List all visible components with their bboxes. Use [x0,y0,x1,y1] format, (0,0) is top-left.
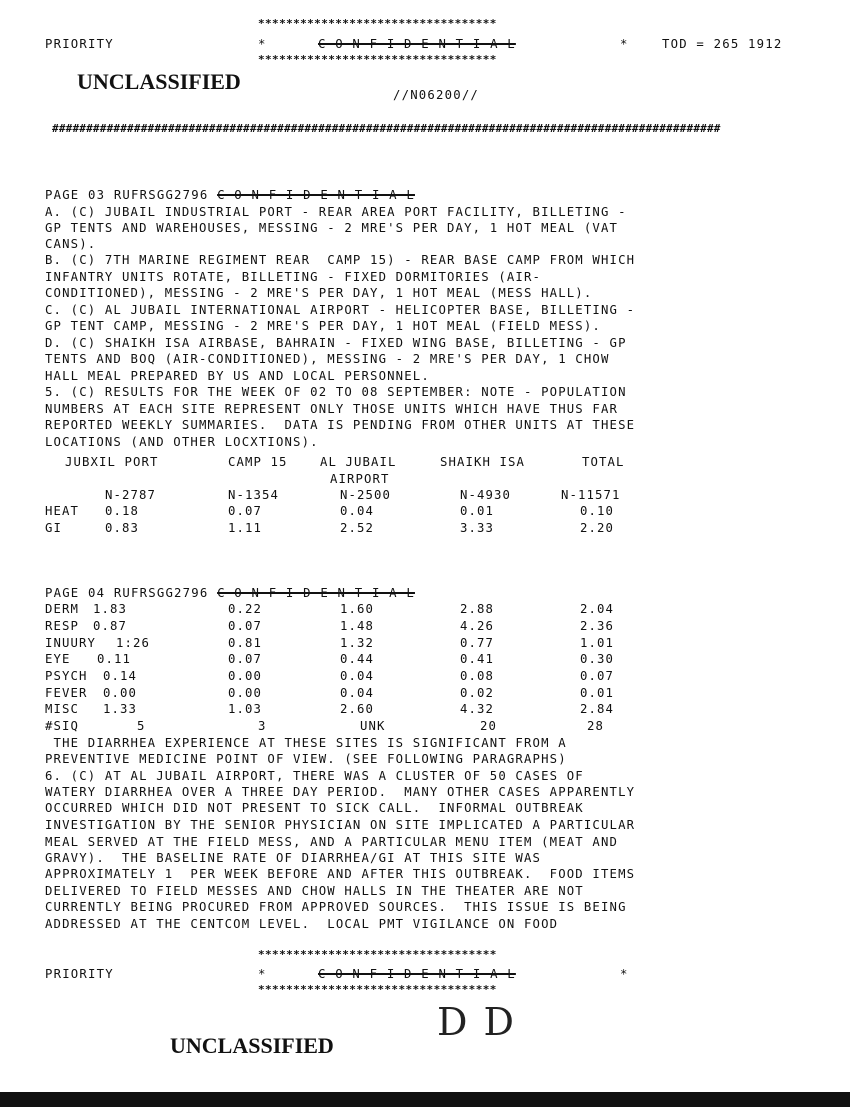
table-cell: 2.84 [580,702,615,716]
body-line: ADDRESSED AT THE CENTCOM LEVEL. LOCAL PMT VIGILANCE ON FOOD [45,917,559,931]
header-stars-bottom: ********************************** [258,53,497,66]
body-line: APPROXIMATELY 1 PER WEEK BEFORE AND AFTER THIS OUTBREAK. FOOD ITEMS [45,867,636,881]
table-cell: 0.30 [580,652,615,666]
table-cell: 0.04 [340,669,375,683]
table-cell: 0.00 [228,669,263,683]
table-cell: 0.22 [228,602,263,616]
population-cell: N-1354 [228,488,280,502]
page-classification: C O N F I D E N T I A L [217,188,415,202]
table-cell: 1.11 [228,521,263,535]
row-label: FEVER [45,686,88,700]
time-of-day: TOD = 265 1912 [662,37,783,51]
table-cell: 4.26 [460,619,495,633]
table-cell: 1.03 [228,702,263,716]
page-header-03 [45,188,415,202]
table-cell: 2.88 [460,602,495,616]
table-cell: 2.20 [580,521,615,535]
footer-class-star-left: * [258,967,267,981]
column-header: TOTAL [582,455,625,469]
body-line: CONDITIONED), MESSING - 2 MRE'S PER DAY, 1 HOT MEAL (MESS HALL). [45,286,593,300]
body-line: NUMBERS AT EACH SITE REPRESENT ONLY THOSE UNITS WHICH HAVE THUS FAR [45,402,619,416]
body-line: HALL MEAL PREPARED BY US AND LOCAL PERSONNEL. [45,369,430,383]
table-cell: 0.00 [228,686,263,700]
body-line: CANS). [45,237,97,251]
table-cell: 0.07 [228,652,263,666]
table-cell: UNK [360,719,386,733]
scan-edge-bar [0,1092,850,1107]
table-cell: 4.32 [460,702,495,716]
table-cell: 3 [258,719,267,733]
body-line: INVESTIGATION BY THE SENIOR PHYSICIAN ON SITE IMPLICATED A PARTICULAR [45,818,636,832]
body-line: THE DIARRHEA EXPERIENCE AT THESE SITES IS SIGNIFICANT FROM A [45,736,567,750]
footer-class-star-right: * [620,967,629,981]
table-cell: 1.60 [340,602,375,616]
table-cell: 0.07 [228,504,263,518]
class-star-right: * [620,37,629,51]
body-line: REPORTED WEEKLY SUMMARIES. DATA IS PENDING FROM OTHER UNITS AT THESE [45,418,636,432]
message-number: //N06200// [393,88,480,102]
table-cell: 0.01 [580,686,615,700]
table-cell: 5 [137,719,146,733]
body-line: GP TENTS AND WAREHOUSES, MESSING - 2 MRE'S PER DAY, 1 HOT MEAL (VAT [45,221,619,235]
row-label: RESP [45,619,80,633]
table-cell: 0.87 [93,619,128,633]
footer-stars-top: ********************************** [258,948,497,961]
body-line: OCCURRED WHICH DID NOT PRESENT TO SICK CALL. INFORMAL OUTBREAK [45,801,584,815]
table-cell: 1.33 [103,702,138,716]
body-line: DELIVERED TO FIELD MESSES AND CHOW HALLS IN THE THEATER ARE NOT [45,884,584,898]
classification-mark: C O N F I D E N T I A L [318,37,516,51]
table-cell: 0.18 [105,504,140,518]
body-line: D. (C) SHAIKH ISA AIRBASE, BAHRAIN - FIXED WING BASE, BILLETING - GP [45,336,627,350]
population-cell: N-2500 [340,488,392,502]
body-line: GP TENT CAMP, MESSING - 2 MRE'S PER DAY, 1 HOT MEAL (FIELD MESS). [45,319,601,333]
table-cell: 2.04 [580,602,615,616]
page-header-04 [45,586,415,600]
body-line: CURRENTLY BEING PROCURED FROM APPROVED SOURCES. THIS ISSUE IS BEING [45,900,627,914]
column-header-line2: AIRPORT [330,472,390,486]
column-header: AL JUBAIL [320,455,397,469]
body-line: PREVENTIVE MEDICINE POINT OF VIEW. (SEE FOLLOWING PARAGRAPHS) [45,752,567,766]
table-cell: 0.08 [460,669,495,683]
footer-stars-bottom: ********************************** [258,983,497,996]
class-star-left: * [258,37,267,51]
table-cell: 1.83 [93,602,128,616]
body-line: LOCATIONS (AND OTHER LOCXTIONS). [45,435,319,449]
table-cell: 0.02 [460,686,495,700]
table-cell: 0.11 [97,652,132,666]
table-cell: 0.14 [103,669,138,683]
page-label: PAGE 04 RUFRSGG2796 [45,586,209,600]
table-cell: 1.01 [580,636,615,650]
table-cell: 28 [587,719,605,733]
table-cell: 0.83 [105,521,140,535]
table-cell: 0.07 [580,669,615,683]
table-cell: 0.77 [460,636,495,650]
column-header: SHAIKH ISA [440,455,526,469]
population-cell: N-11571 [561,488,621,502]
row-label: DERM [45,602,80,616]
page-classification: C O N F I D E N T I A L [217,586,415,600]
body-line: B. (C) 7TH MARINE REGIMENT REAR CAMP 15) - REAR BASE CAMP FROM WHICH [45,253,636,267]
table-cell: 0.10 [580,504,615,518]
table-cell: 0.07 [228,619,263,633]
table-cell: 0.04 [340,686,375,700]
declassified-stamp: D D [437,1000,517,1044]
table-cell: 0.00 [103,686,138,700]
hash-separator: ################################################################################################## [52,122,721,135]
row-label: INUURY [45,636,97,650]
body-line: 6. (C) AT AL JUBAIL AIRPORT, THERE WAS A CLUSTER OF 50 CASES OF [45,769,584,783]
row-label: HEAT [45,504,80,518]
table-cell: 0.81 [228,636,263,650]
precedence-label: PRIORITY [45,37,114,51]
table-cell: 20 [480,719,498,733]
table-cell: 0.01 [460,504,495,518]
table-cell: 2.36 [580,619,615,633]
population-cell: N-2787 [105,488,157,502]
table-cell: 2.60 [340,702,375,716]
row-label: PSYCH [45,669,88,683]
row-label: EYE [45,652,71,666]
table-cell: 0.41 [460,652,495,666]
body-line: INFANTRY UNITS ROTATE, BILLETING - FIXED DORMITORIES (AIR- [45,270,542,284]
body-line: GRAVY). THE BASELINE RATE OF DIARRHEA/GI AT THIS SITE WAS [45,851,542,865]
table-cell: 0.44 [340,652,375,666]
body-line: TENTS AND BOQ (AIR-CONDITIONED), MESSING - 2 MRE'S PER DAY, 1 CHOW [45,352,610,366]
column-header: CAMP 15 [228,455,288,469]
body-line: C. (C) AL JUBAIL INTERNATIONAL AIRPORT - HELICOPTER BASE, BILLETING - [45,303,636,317]
body-line: A. (C) JUBAIL INDUSTRIAL PORT - REAR AREA PORT FACILITY, BILLETING - [45,205,627,219]
column-header: JUBXIL PORT [65,455,159,469]
body-line: WATERY DIARRHEA OVER A THREE DAY PERIOD. MANY OTHER CASES APPARENTLY [45,785,636,799]
unclassified-marking-bottom: UNCLASSIFIED [170,1033,334,1058]
table-cell: 1.32 [340,636,375,650]
footer-precedence-label: PRIORITY [45,967,114,981]
table-cell: 2.52 [340,521,375,535]
body-line: MEAL SERVED AT THE FIELD MESS, AND A PARTICULAR MENU ITEM (MEAT AND [45,835,619,849]
table-cell: 3.33 [460,521,495,535]
header-stars-top: ********************************** [258,17,497,30]
body-line: 5. (C) RESULTS FOR THE WEEK OF 02 TO 08 SEPTEMBER: NOTE - POPULATION [45,385,627,399]
table-cell: 0.04 [340,504,375,518]
unclassified-marking-top: UNCLASSIFIED [77,69,241,94]
page-label: PAGE 03 RUFRSGG2796 [45,188,209,202]
population-cell: N-4930 [460,488,512,502]
row-label: #SIQ [45,719,80,733]
row-label: MISC [45,702,80,716]
table-cell: 1:26 [116,636,151,650]
footer-classification-mark: C O N F I D E N T I A L [318,967,516,981]
row-label: GI [45,521,63,535]
table-cell: 1.48 [340,619,375,633]
